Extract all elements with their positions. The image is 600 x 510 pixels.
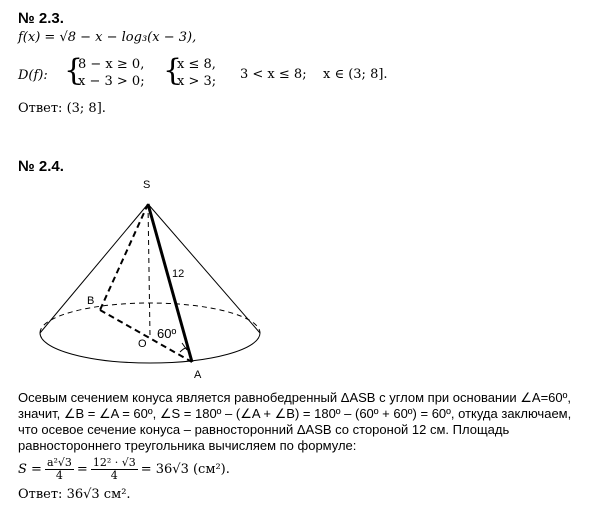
domain-label: D(f): (18, 68, 48, 83)
answer-2-3: Ответ: (3; 8]. (18, 101, 106, 116)
fraction2-denominator: 4 (110, 468, 118, 482)
system1-line1: 8 − x ≥ 0, (78, 57, 145, 72)
fraction2-numerator: 12² · √3 (92, 455, 136, 469)
formula-lhs: S = (18, 461, 42, 477)
label-edge-length: 12 (172, 268, 185, 280)
domain-interval: x ∈ (3; 8]. (323, 67, 388, 82)
label-a: A (194, 369, 202, 381)
edge-sb (100, 204, 148, 310)
system2-line2: x > 3; (177, 74, 217, 89)
formula-result: = 36√3 (см²). (140, 461, 230, 477)
solution-explanation: Осевым сечением конуса является равнобедренный ΔASB с углом при основании ∠A=60º, значит, ∠B = ∠A = 60º, ∠S = 180º – (∠A + ∠B) = 180º – (60º + 60º) = 60º, откуда заключаем, что осевое сечение конуса – равносторонний ΔASB со стороной 12 см. Площадь равностороннего треугольника вычисляем по формуле: (18, 390, 572, 453)
cone-height (148, 204, 150, 336)
system1-line2: x − 3 > 0; (78, 74, 145, 89)
label-s: S (143, 179, 151, 191)
formula-fraction-2 (91, 457, 138, 482)
cone-figure (0, 172, 600, 382)
problem-2-4-title: № 2.4. (18, 158, 64, 175)
function-definition: f(x) = √8 − x − log₃(x − 3), (18, 30, 197, 45)
problem-2-3-title: № 2.3. (18, 10, 64, 27)
fraction1-denominator: 4 (55, 468, 63, 482)
system-brace-1: { (64, 53, 84, 88)
formula-equals: = (76, 461, 88, 477)
formula-fraction-1 (45, 457, 74, 482)
cone-base-front (40, 333, 260, 363)
label-b: B (87, 295, 95, 307)
system2-line1: x ≤ 8, (177, 57, 216, 72)
fraction1-numerator: a²√3 (46, 455, 72, 469)
label-o: O (138, 338, 147, 350)
system-brace-2: { (163, 53, 183, 88)
answer-2-4: Ответ: 36√3 см². (18, 487, 131, 502)
cone-left-edge (40, 204, 148, 333)
domain-inequality: 3 < x ≤ 8; (240, 67, 307, 82)
label-angle: 60º (157, 326, 177, 341)
area-formula (18, 454, 230, 484)
